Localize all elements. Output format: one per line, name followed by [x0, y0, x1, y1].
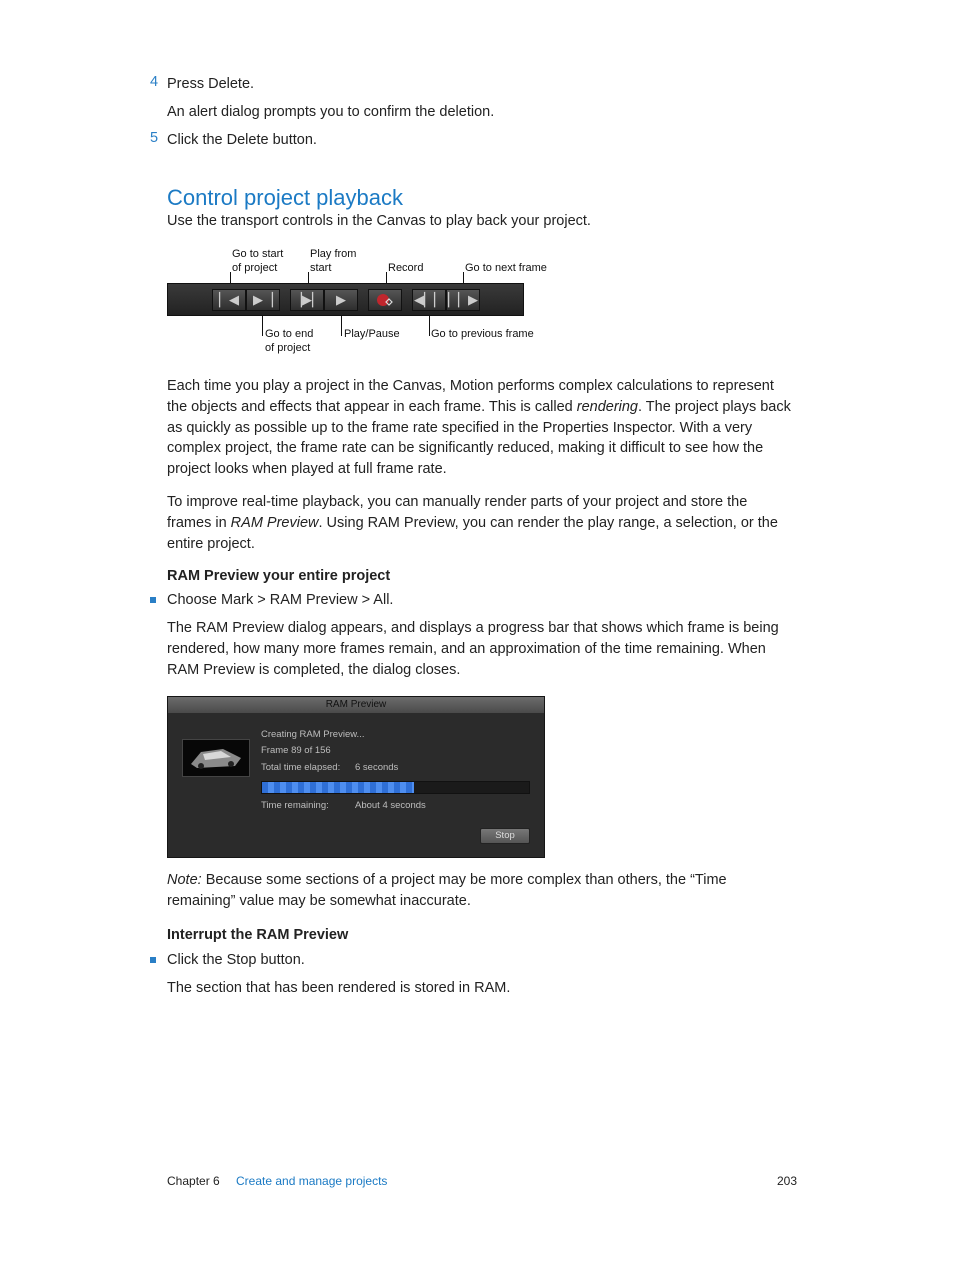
record-button[interactable] — [368, 289, 402, 311]
next-frame-icon: ▏▏▶ — [448, 292, 478, 307]
go-to-previous-frame-button[interactable] — [412, 289, 446, 311]
callout-go-to-end — [265, 327, 313, 355]
paragraph-ram-preview-part2: . Using RAM Preview, you can render the play range, a selection, or the entire project. — [167, 514, 778, 552]
note-label: Note: — [167, 872, 202, 888]
dialog-status: Creating RAM Preview... — [261, 729, 365, 740]
play-from-start-icon: ▕▶▏ — [292, 292, 322, 307]
bullet-click-stop: Click the Stop button. — [167, 952, 305, 968]
go-to-end-button[interactable] — [246, 289, 280, 311]
step-number-4: 4 — [150, 74, 159, 90]
ram-preview-description: The RAM Preview dialog appears, and displays a progress bar that shows which frame is being rendered, how many more frames remain, and an approximation of the time remaining. When RAM Preview is completed, the dialog closes. — [167, 620, 779, 678]
dialog-remaining-value: About 4 seconds — [355, 800, 426, 811]
stop-button[interactable]: Stop — [480, 828, 530, 844]
subheading-interrupt: Interrupt the RAM Preview — [167, 927, 349, 943]
transport-controls — [167, 283, 524, 316]
footer-chapter: Chapter 6 — [167, 1174, 220, 1188]
leader-line — [341, 316, 342, 336]
callout-go-to-start — [232, 247, 283, 275]
dialog-remaining-label: Time remaining: — [261, 800, 329, 811]
progress-bar-fill — [262, 782, 414, 793]
go-to-end-icon: ▶▕ — [253, 292, 273, 307]
subheading-ram-preview-entire: RAM Preview your entire project — [167, 568, 391, 584]
interrupt-result: The section that has been rendered is stored in RAM. — [167, 980, 511, 996]
go-to-start-icon: ▏◀ — [219, 292, 239, 307]
callout-go-to-end-line1: Go to end — [265, 328, 314, 340]
dialog-elapsed-value: 6 seconds — [355, 762, 399, 773]
progress-bar — [261, 781, 530, 794]
play-from-start-button[interactable] — [290, 289, 324, 311]
bullet-square-icon — [150, 597, 156, 603]
footer-chapter-link[interactable]: Create and manage projects — [236, 1174, 388, 1188]
ram-preview-dialog — [167, 696, 545, 858]
callout-play-from-start — [310, 247, 356, 275]
callout-play-from-start-line1: Play from — [310, 248, 357, 260]
previous-frame-icon: ◀▏▏ — [414, 292, 444, 307]
callout-go-to-previous-frame: Go to previous frame — [431, 328, 534, 340]
dialog-title: RAM Preview — [168, 697, 544, 713]
note-text: Because some sections of a project may be more complex than others, the “Time remaining” value may be somewhat inaccurate. — [167, 872, 727, 909]
paragraph-ram-preview-part1: To improve real-time playback, you can manually render parts of your project and store the frames in — [167, 494, 748, 531]
callout-go-to-start-line2: of project — [232, 262, 278, 274]
record-icon — [375, 291, 395, 309]
bullet-choose-mark: Choose Mark > RAM Preview > All. — [167, 592, 394, 608]
paragraph-ram-preview — [167, 492, 792, 554]
car-thumbnail-icon — [183, 740, 249, 776]
step-text-press-delete: Press Delete. — [167, 76, 255, 92]
term-rendering: rendering — [576, 398, 638, 415]
section-title: Control project playback — [167, 185, 404, 210]
paragraph-rendering — [167, 376, 792, 480]
paragraph-rendering-part1: Each time you play a project in the Canvas, Motion performs complex calculations to represent the objects and effects that appear in each frame. This is called — [167, 378, 774, 415]
callout-play-pause: Play/Pause — [344, 328, 400, 340]
dialog-elapsed-label: Total time elapsed: — [261, 762, 341, 773]
play-icon: ▶ — [336, 292, 346, 307]
page-number: 203 — [777, 1174, 798, 1188]
preview-thumbnail — [182, 739, 250, 777]
go-to-next-frame-button[interactable] — [446, 289, 480, 311]
callout-go-to-start-line1: Go to start — [232, 248, 284, 260]
leader-line — [262, 316, 263, 336]
play-pause-button[interactable] — [324, 289, 358, 311]
note-paragraph — [167, 870, 792, 912]
go-to-start-button[interactable] — [212, 289, 246, 311]
leader-line — [429, 316, 430, 336]
callout-go-to-next-frame: Go to next frame — [465, 262, 547, 274]
callout-go-to-end-line2: of project — [265, 342, 311, 354]
dialog-frame-count: Frame 89 of 156 — [261, 745, 331, 756]
section-intro: Use the transport controls in the Canvas to play back your project. — [167, 213, 591, 229]
paragraph-rendering-part2: . The project plays back as quickly as possible up to the frame rate specified in the Properties Inspector. With a very complex project, the frame rate can be significantly reduced, making it difficult to see how the project looks when played at full frame rate. — [167, 398, 791, 478]
alert-text: An alert dialog prompts you to confirm the deletion. — [167, 104, 495, 120]
callout-record: Record — [388, 262, 424, 274]
step-number-5: 5 — [150, 130, 159, 146]
bullet-square-icon — [150, 957, 156, 963]
callout-play-from-start-line2: start — [310, 262, 332, 274]
step-text-click-delete: Click the Delete button. — [167, 132, 317, 148]
term-ram-preview: RAM Preview — [230, 514, 319, 531]
